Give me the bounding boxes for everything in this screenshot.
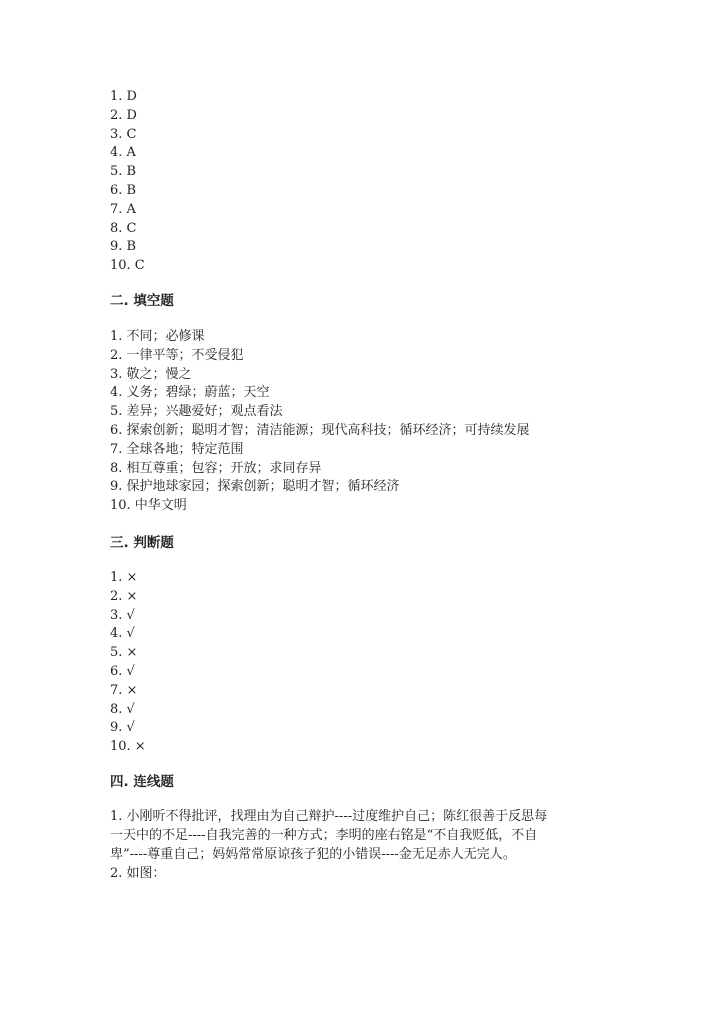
- answer-item: 10. C: [110, 258, 145, 274]
- answer-item: 6. B: [110, 182, 137, 198]
- section-heading-matching: 四. 连线题: [110, 774, 174, 790]
- answer-item: 4. 义务；碧绿；蔚蓝；天空: [110, 385, 270, 401]
- answer-item: 7. 全球各地；特定范围: [110, 441, 244, 457]
- answer-item: 5. B: [110, 164, 137, 180]
- answer-item: 8. C: [110, 220, 137, 236]
- answer-item: 6. √: [110, 663, 135, 679]
- answer-item: 2. ×: [110, 588, 138, 604]
- answer-item: 9. √: [110, 720, 135, 736]
- answer-item: 3. 敬之；慢之: [110, 366, 192, 382]
- answer-line: 一天中的不足----自我完善的一种方式；李明的座右铭是“不自我贬低，不自: [110, 828, 538, 843]
- answer-item: 2. 一律平等；不受侵犯: [110, 347, 244, 363]
- answer-item: 8. 相互尊重；包容；开放；求同存异: [110, 460, 322, 476]
- answer-item: 10. ×: [110, 739, 146, 755]
- answer-line: 卑”----尊重自己；妈妈常常原谅孩子犯的小错误----金无足赤人无完人。: [110, 847, 516, 862]
- answer-item: 1. 不同；必修课: [110, 329, 205, 344]
- answer-item: 8. √: [110, 701, 135, 717]
- answer-item: 10. 中华文明: [110, 498, 187, 514]
- answer-item: 1. ×: [110, 570, 138, 585]
- choice-answers: [110, 88, 145, 276]
- answer-item: 4. A: [110, 145, 136, 161]
- answer-item: 6. 探索创新；聪明才智；清洁能源；现代高科技；循环经济；可持续发展: [110, 422, 530, 438]
- answer-item: 3. √: [110, 607, 135, 623]
- answer-line: 1. 小刚听不得批评，找理由为自己辩护----过度维护自己；陈红很善于反思每: [110, 809, 548, 824]
- answer-item: 5. ×: [110, 645, 138, 661]
- answer-item: 2. 如图：: [110, 866, 166, 881]
- answer-item: 7. ×: [110, 682, 138, 698]
- fill-blank-answers: [110, 328, 530, 516]
- answer-item: 1. D: [110, 89, 137, 104]
- answer-item: 9. B: [110, 239, 137, 255]
- matching-answers: [110, 807, 547, 883]
- answer-item: 5. 差异；兴趣爱好；观点看法: [110, 404, 283, 420]
- answer-item: 9. 保护地球家园；探索创新；聪明才智；循环经济: [110, 479, 400, 495]
- section-heading-true-false: 三. 判断题: [110, 535, 174, 551]
- true-false-answers: [110, 569, 146, 757]
- answer-item: 3. C: [110, 126, 137, 142]
- answer-item: 7. A: [110, 201, 136, 217]
- answer-item: 4. √: [110, 626, 135, 642]
- answer-item: 2. D: [110, 107, 137, 123]
- section-heading-fill-blank: 二. 填空题: [110, 293, 174, 309]
